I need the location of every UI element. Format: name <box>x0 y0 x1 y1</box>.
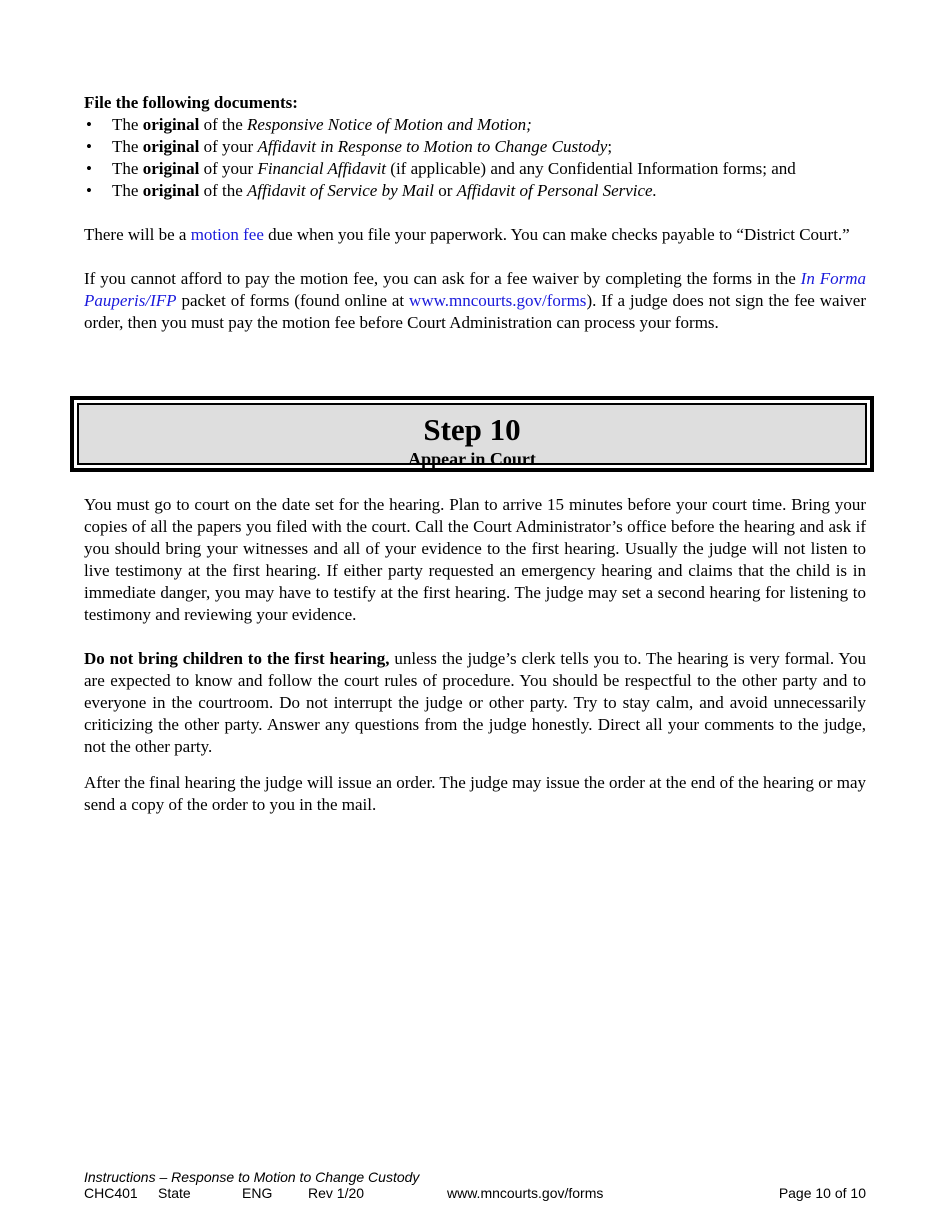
list-item: • The original of your Financial Affidavit (if applicable) and any Confidential Information forms; and <box>84 158 866 180</box>
step-title: Step 10 <box>423 412 521 447</box>
footer-row <box>84 1185 866 1201</box>
page-footer <box>84 1169 866 1201</box>
ifp-link[interactable]: In Forma Pauperis/IFP <box>84 269 866 310</box>
motion-fee-link[interactable]: motion fee <box>190 225 264 244</box>
forms-website-link[interactable]: www.mncourts.gov/forms <box>409 291 587 310</box>
list-item: • The original of your Affidavit in Response to Motion to Change Custody; <box>84 136 866 158</box>
footer-language: ENG <box>242 1185 273 1201</box>
order-paragraph: After the final hearing the judge will issue an order. The judge may issue the order at the end of the hearing or may send a copy of the order to you in the mail. <box>84 773 866 814</box>
instructions-lower <box>84 494 866 816</box>
list-item: • The original of the Responsive Notice of Motion and Motion; <box>84 114 866 136</box>
motion-fee-paragraph: There will be a motion fee due when you file your paperwork. You can make checks payable to “District Court.” <box>84 225 850 244</box>
footer-page-number: Page 10 of 10 <box>778 1185 866 1201</box>
children-paragraph: Do not bring children to the first hearing, unless the judge’s clerk tells you to. The hearing is very formal. You are expected to know and follow the court rules of procedure. You should be respectful to the other party and to everyone in the courtroom. Do not interrupt the judge or other party. Try to stay calm, and avoid unnecessarily criticizing the other party. Answer any questions from the judge honestly. Direct all your comments to the judge, not the other party. <box>84 649 867 756</box>
footer-title: Instructions – Response to Motion to Change Custody <box>84 1169 420 1185</box>
footer-revision: Rev 1/20 <box>308 1185 365 1201</box>
documents-list <box>84 114 866 202</box>
footer-website: www.mncourts.gov/forms <box>447 1185 604 1201</box>
footer-jurisdiction: State <box>158 1185 191 1201</box>
list-item: • The original of the Affidavit of Service by Mail or Affidavit of Personal Service. <box>84 180 866 202</box>
step-header-box <box>70 396 874 472</box>
file-documents-heading: File the following documents: <box>84 93 298 112</box>
court-paragraph: You must go to court on the date set for the hearing. Plan to arrive 15 minutes before your court time. Bring your copies of all the papers you filed with the court. Call the Court Administrator’s office before the hearing and ask if you should bring your witnesses and all of your evidence to the first hearing. Usually the judge will not listen to live testimony at the first hearing. If either party requested an emergency hearing and claims that the child is in immediate danger, you may have to testify at the first hearing. The judge may set a second hearing for listening to testimony and reviewing your evidence. <box>84 495 866 624</box>
footer-form-code: CHC401 <box>84 1185 138 1201</box>
step-subtitle: Appear in Court <box>408 449 536 469</box>
step-header-inner <box>77 403 867 469</box>
fee-waiver-paragraph: If you cannot afford to pay the motion fee, you can ask for a fee waiver by completing the forms in the In Forma Pauperis/IFP packet of forms (found online at www.mncourts.gov/forms). If a judge does not sign the fee waiver order, then you must pay the motion fee before Court Administration can process your forms. <box>84 269 866 332</box>
instructions-upper <box>84 92 866 334</box>
